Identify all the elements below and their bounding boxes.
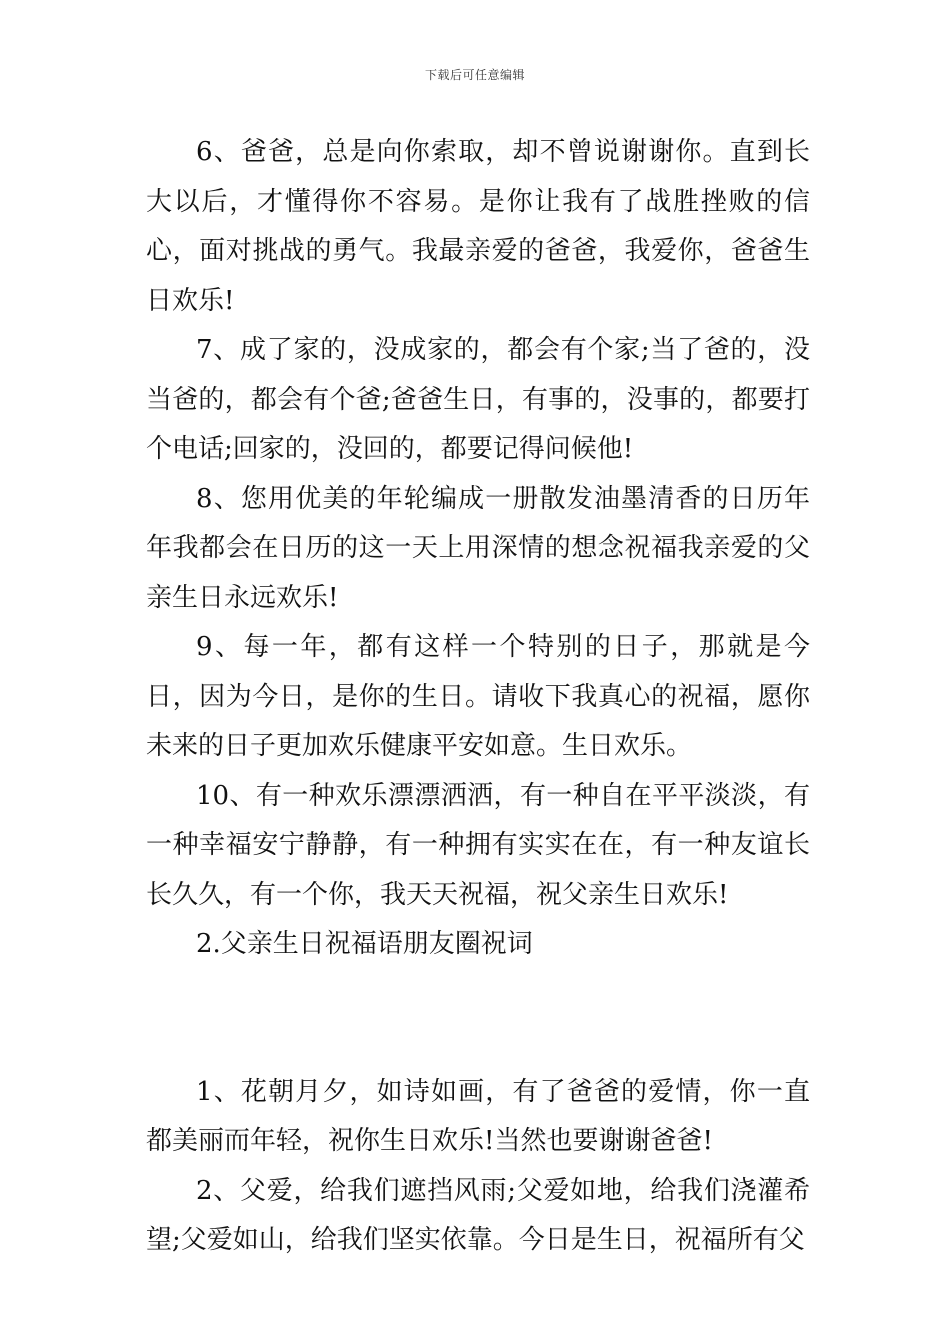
paragraph-10: 10、有一种欢乐漂漂洒洒，有一种自在平平淡淡，有一种幸福安宁静静，有一种拥有实实在在，有一种友谊长长久久，有一个你，我天天祝福，祝父亲生日欢乐! xyxy=(146,780,810,910)
page-header-note: 下载后可任意编辑 xyxy=(424,68,525,82)
paragraph-7: 7、成了家的，没成家的，都会有个家;当了爸的，没当爸的，都会有个爸;爸爸生日，有事的，没事的，都要打个电话;回家的，没回的，都要记得问候他! xyxy=(146,335,810,464)
paragraph-2-1: 1、花朝月夕，如诗如画，有了爸爸的爱情，你一直都美丽而年轻，祝你生日欢乐!当然也要谢谢爸爸! xyxy=(146,1076,810,1156)
paragraph-8: 8、您用优美的年轮编成一册散发油墨清香的日历年年我都会在日历的这一天上用深情的想念祝福我亲爱的父亲生日永远欢乐! xyxy=(146,483,810,613)
paragraph-6: 6、爸爸，总是向你索取，却不曾说谢谢你。直到长大以后，才懂得你不容易。是你让我有了战胜挫败的信心，面对挑战的勇气。我最亲爱的爸爸，我爱你，爸爸生日欢乐! xyxy=(146,137,810,316)
section-spacer xyxy=(146,970,810,1068)
paragraph-9: 9、每一年，都有这样一个特别的日子，那就是今日，因为今日，是你的生日。请收下我真心的祝福，愿你未来的日子更加欢乐健康平安如意。生日欢乐。 xyxy=(146,632,810,761)
paragraph-2-2: 2、父爱，给我们遮挡风雨;父爱如地，给我们浇灌希望;父爱如山，给我们坚实依靠。今日是生日，祝福所有父 xyxy=(146,1175,810,1255)
document-body xyxy=(146,128,810,1266)
section-heading: 2.父亲生日祝福语朋友圈祝词 xyxy=(196,929,533,959)
